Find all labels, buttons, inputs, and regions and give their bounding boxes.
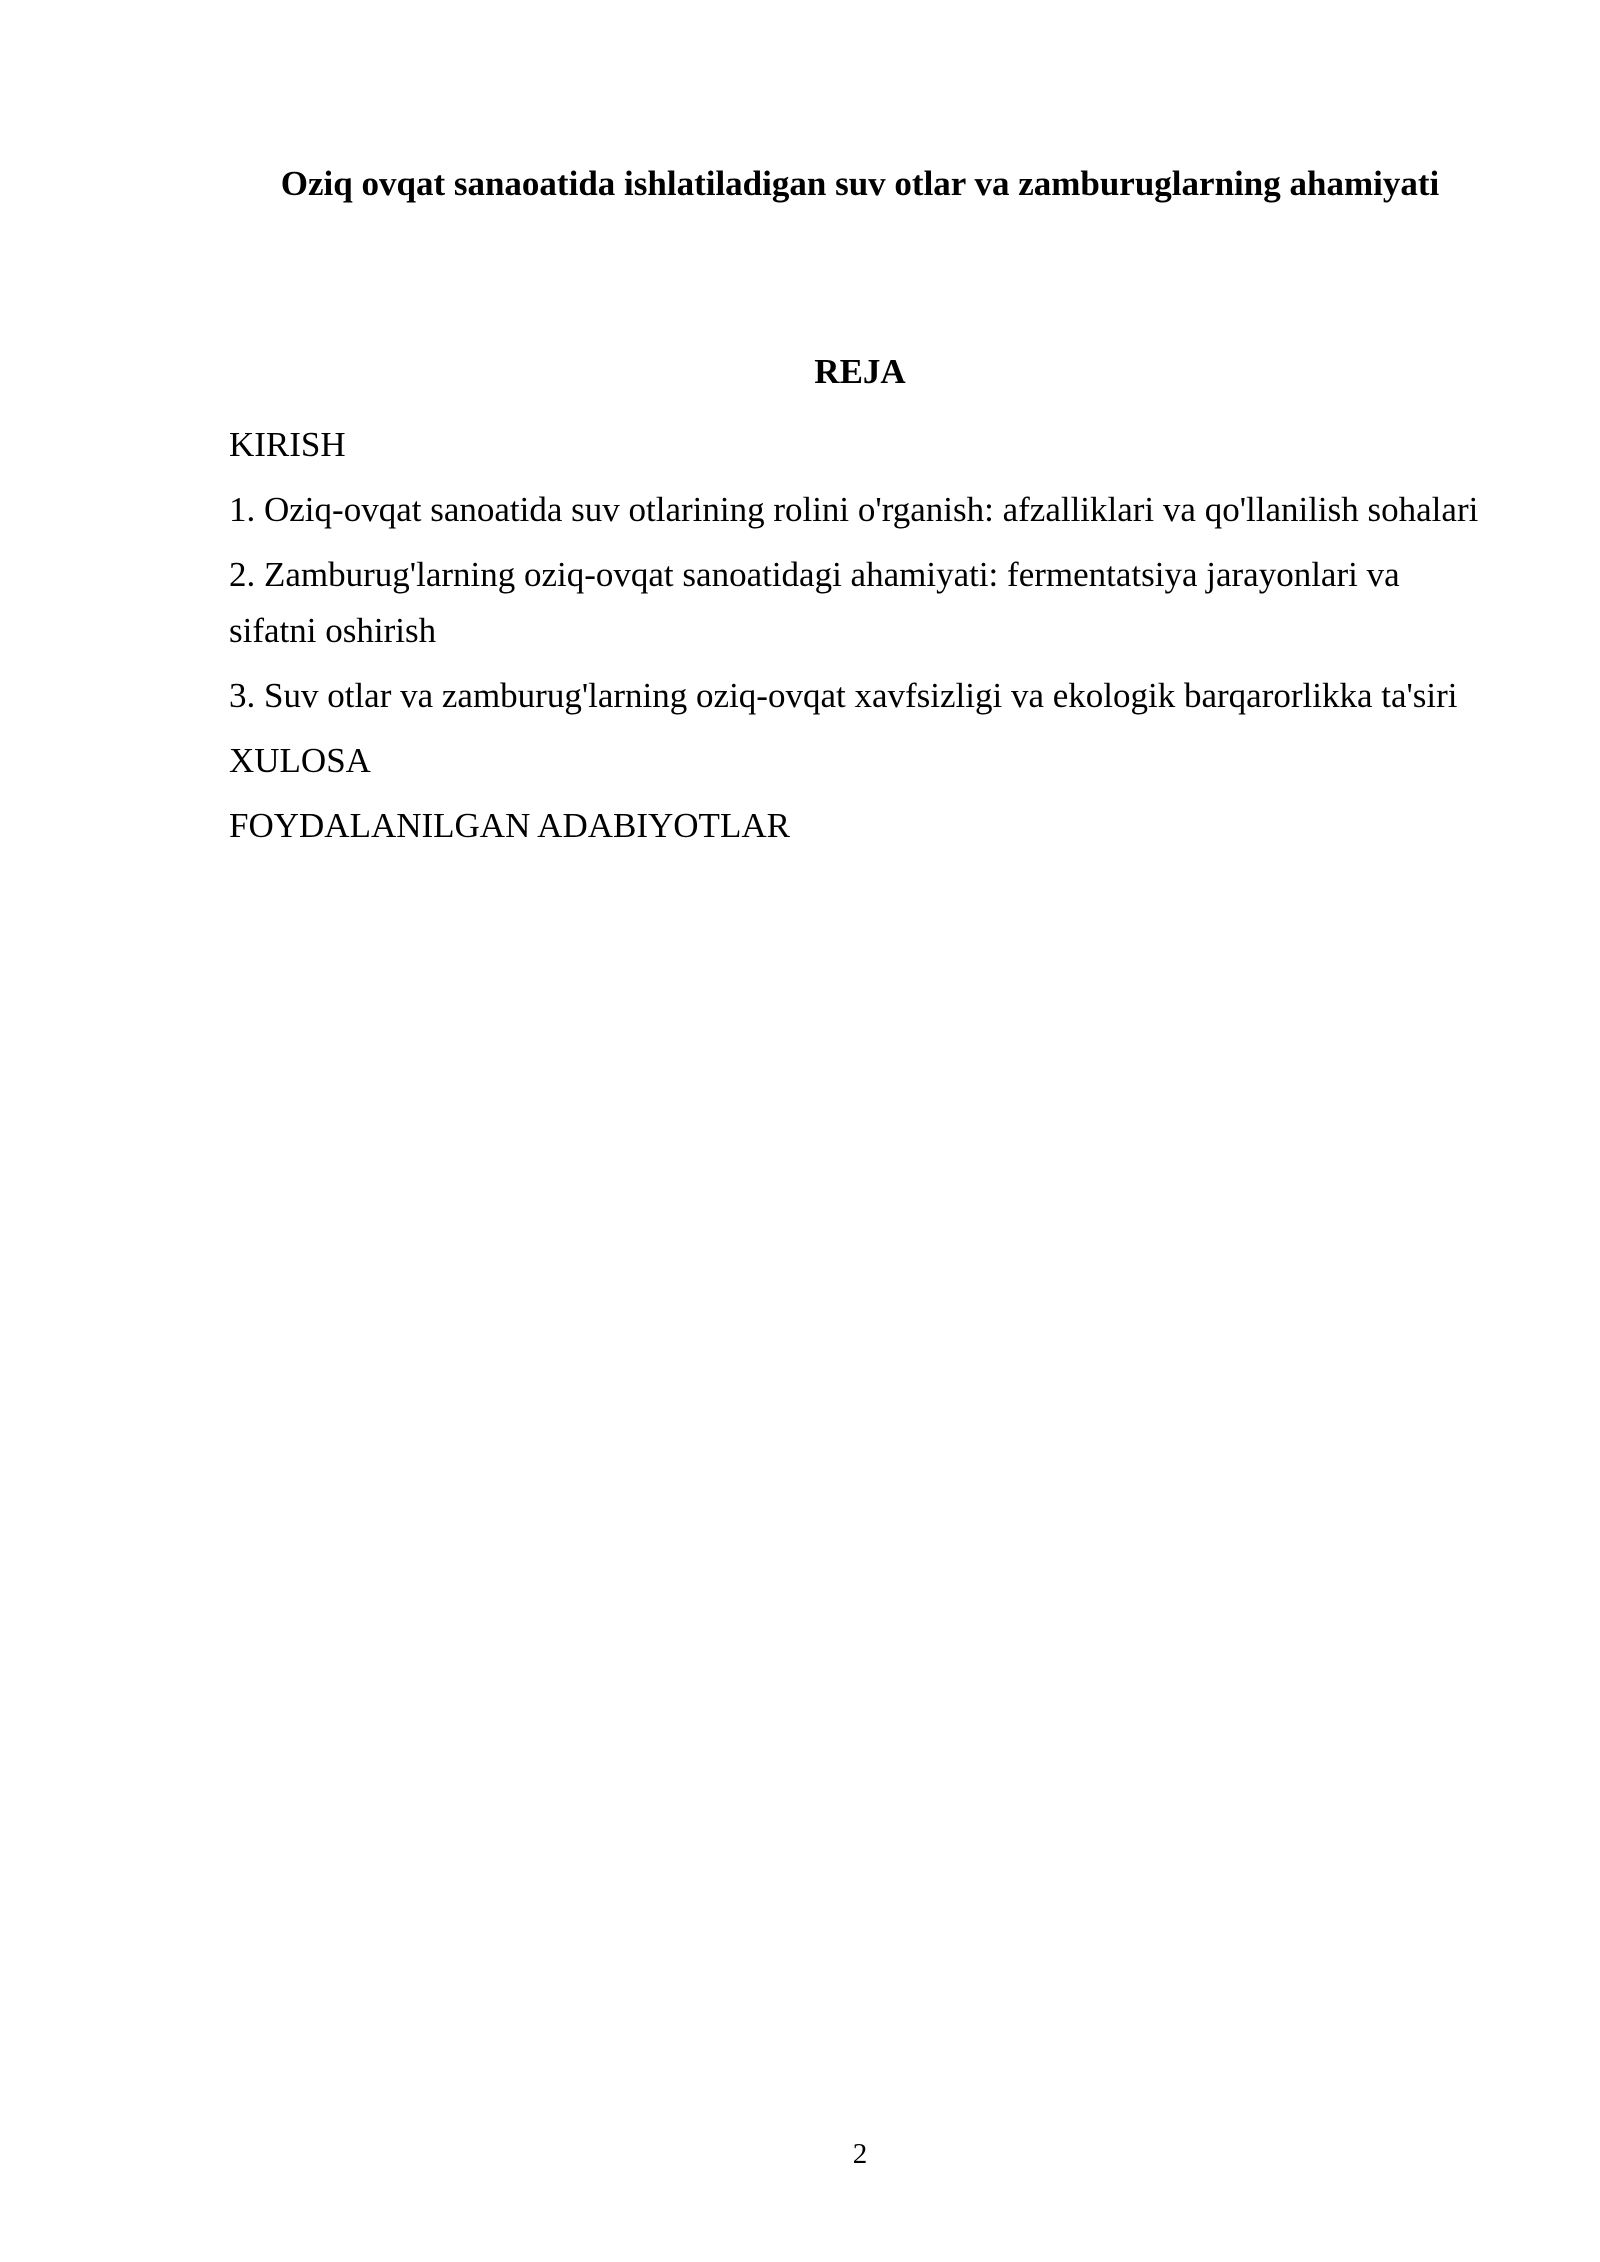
plan-item-section-1: 1. Oziq-ovqat sanoatida suv otlarining rolini o'rganish: afzalliklari va qo'llanilish sohalari bbox=[229, 490, 1479, 529]
plan-item-introduction: KIRISH bbox=[229, 425, 346, 464]
plan-item-conclusion: XULOSA bbox=[229, 741, 371, 780]
plan-list bbox=[229, 417, 1479, 863]
page-number: 2 bbox=[852, 2138, 868, 2170]
plan-item-section-3: 3. Suv otlar va zamburug'larning oziq-ovqat xavfsizligi va ekologik barqarorlikka ta'siri bbox=[229, 676, 1458, 715]
plan-item-section-2: 2. Zamburug'larning oziq-ovqat sanoatidagi ahamiyati: fermentatsiya jarayonlari va sifatni oshirish bbox=[229, 555, 1400, 650]
plan-heading: REJA bbox=[814, 352, 906, 391]
plan-item-references: FOYDALANILGAN ADABIYOTLAR bbox=[229, 806, 790, 845]
document-title: Oziq ovqat sanaoatida ishlatiladigan suv otlar va zamburuglarning ahamiyati bbox=[280, 164, 1440, 203]
